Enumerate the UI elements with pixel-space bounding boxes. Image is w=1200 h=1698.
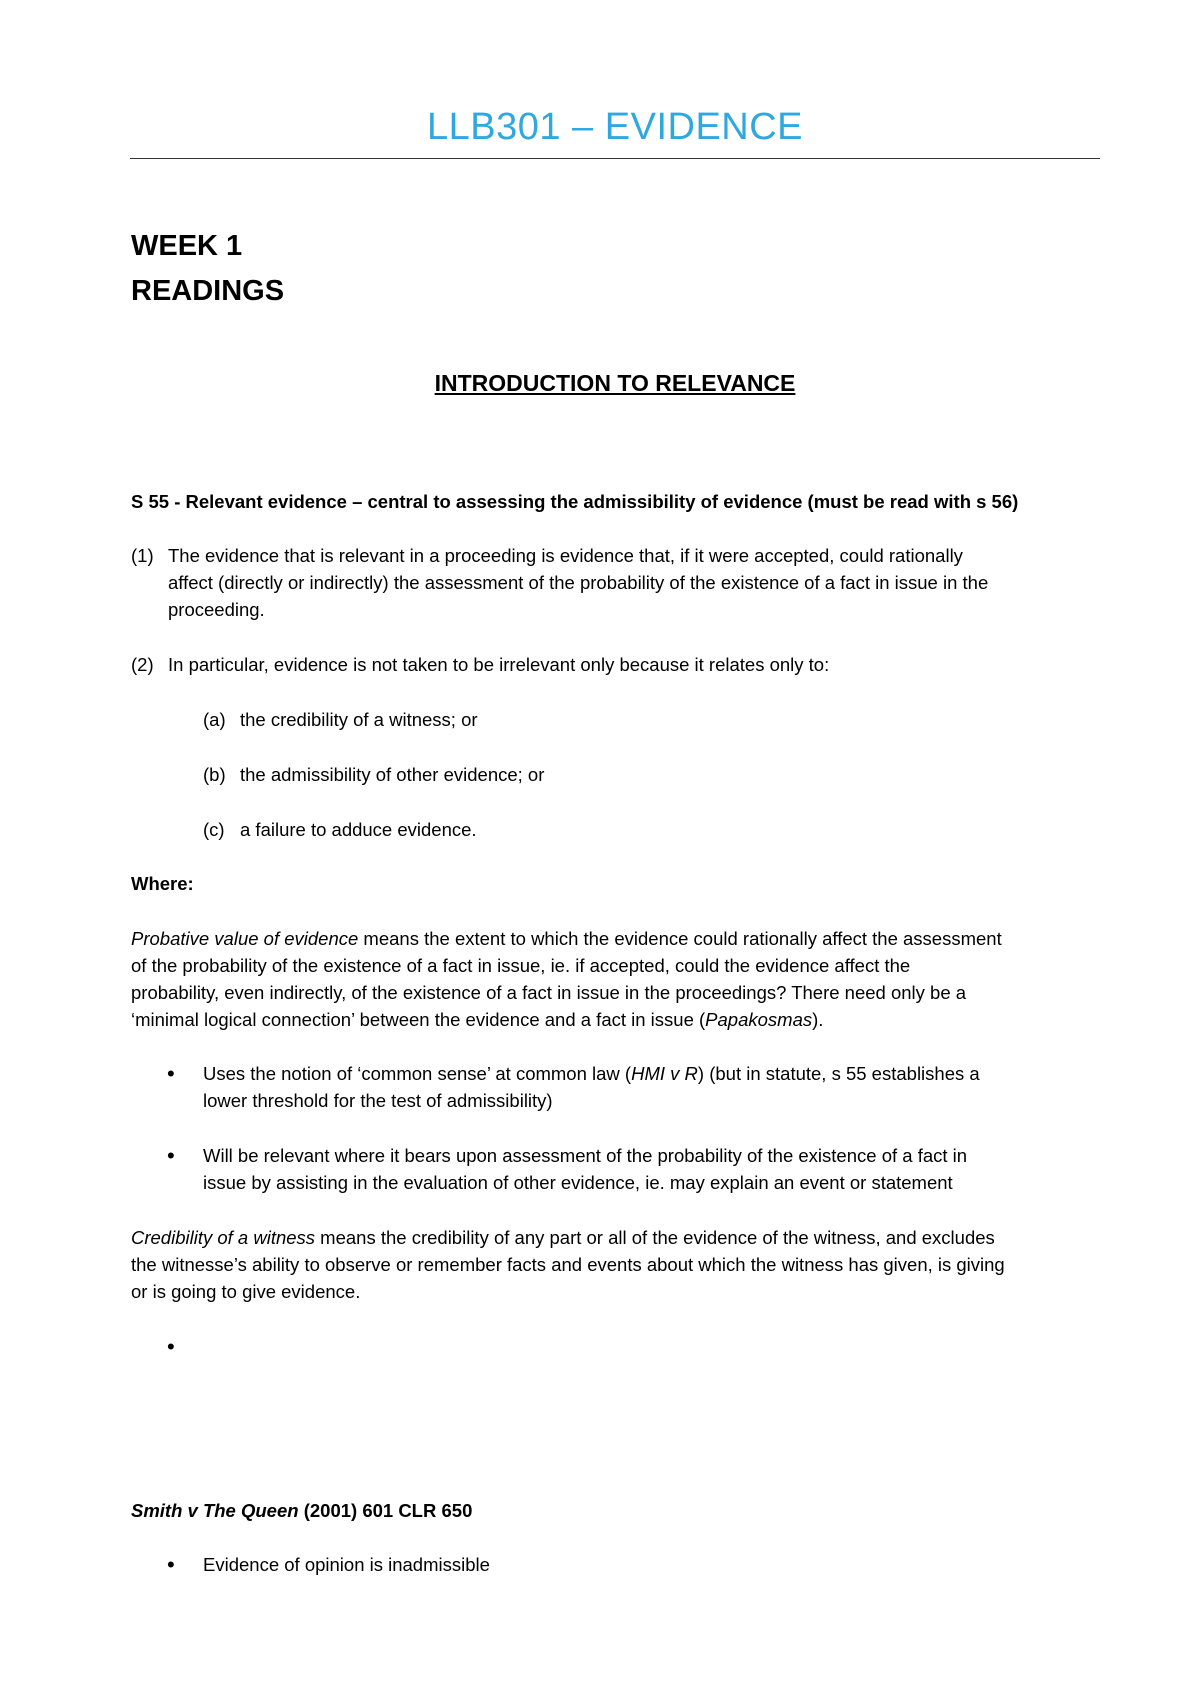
item-1-line-2: affect (directly or indirectly) the assessment of the probability of the existence of a fact in issue in the: [168, 572, 989, 593]
item-1-number: (1): [131, 545, 154, 566]
probative-line-1: Probative value of evidence means the extent to which the evidence could rationally affect the assessment: [131, 928, 1002, 949]
bullet-icon: •: [167, 1061, 175, 1086]
case-name: Smith v The Queen: [131, 1500, 299, 1521]
probative-bullet-2-line-2: issue by assisting in the evaluation of other evidence, ie. may explain an event or statement: [203, 1172, 953, 1193]
probative-bullet-2-line-1: Will be relevant where it bears upon assessment of the probability of the existence of a fact in: [203, 1145, 968, 1166]
bullet-icon: •: [167, 1143, 175, 1168]
s55-heading: S 55 - Relevant evidence – central to assessing the admissibility of evidence (must be read with s 56): [131, 491, 1019, 512]
item-2-text: In particular, evidence is not taken to be irrelevant only because it relates only to:: [168, 654, 830, 675]
probative-line-4: ‘minimal logical connection’ between the evidence and a fact in issue (Papakosmas).: [131, 1009, 824, 1030]
week-label: WEEK 1: [131, 230, 243, 262]
item-1-line-3: proceeding.: [168, 599, 265, 620]
item-1-line-1: The evidence that is relevant in a proceeding is evidence that, if it were accepted, could rationally: [168, 545, 963, 566]
credibility-line-3: or is going to give evidence.: [131, 1281, 361, 1302]
item-2-number: (2): [131, 654, 154, 675]
sub-item-b-number: (b): [203, 764, 226, 785]
sub-item-c-text: a failure to adduce evidence.: [240, 819, 477, 840]
probative-bullet-1-line-1: Uses the notion of ‘common sense’ at common law (HMI v R) (but in statute, s 55 establishes a: [203, 1063, 980, 1084]
case-citation-hmi: HMI v R: [631, 1063, 698, 1084]
case-citation: (2001) 601 CLR 650: [298, 1500, 473, 1521]
sub-item-b-text: the admissibility of other evidence; or: [240, 764, 545, 785]
case-bullet-1: Evidence of opinion is inadmissible: [203, 1554, 490, 1575]
case-citation-papakosmas: Papakosmas: [705, 1009, 813, 1030]
bullet-icon: •: [167, 1552, 175, 1577]
sub-item-a-number: (a): [203, 709, 226, 730]
readings-label: READINGS: [131, 275, 285, 307]
credibility-term: Credibility of a witness: [131, 1227, 316, 1248]
probative-line-3: probability, even indirectly, of the existence of a fact in issue in the proceedings? There need only be a: [131, 982, 967, 1003]
credibility-line-1: Credibility of a witness means the credibility of any part or all of the evidence of the witness, and excludes: [131, 1227, 995, 1248]
sub-item-a-text: the credibility of a witness; or: [240, 709, 478, 730]
empty-bullet-icon: •: [167, 1334, 175, 1359]
probative-term: Probative value of evidence: [131, 928, 359, 949]
section-title: INTRODUCTION TO RELEVANCE: [434, 370, 796, 396]
week-heading: [131, 224, 284, 314]
case-heading: [131, 1497, 472, 1524]
document-title: LLB301 – EVIDENCE: [426, 106, 804, 148]
where-label: Where:: [131, 873, 194, 894]
credibility-line-2: the witnesse’s ability to observe or remember facts and events about which the witness has given, is giving: [131, 1254, 1005, 1275]
sub-item-c-number: (c): [203, 819, 225, 840]
probative-bullet-1-line-2: lower threshold for the test of admissibility): [203, 1090, 553, 1111]
title-divider: [130, 158, 1100, 159]
probative-line-2: of the probability of the existence of a fact in issue, ie. if accepted, could the evidence affect the: [131, 955, 911, 976]
